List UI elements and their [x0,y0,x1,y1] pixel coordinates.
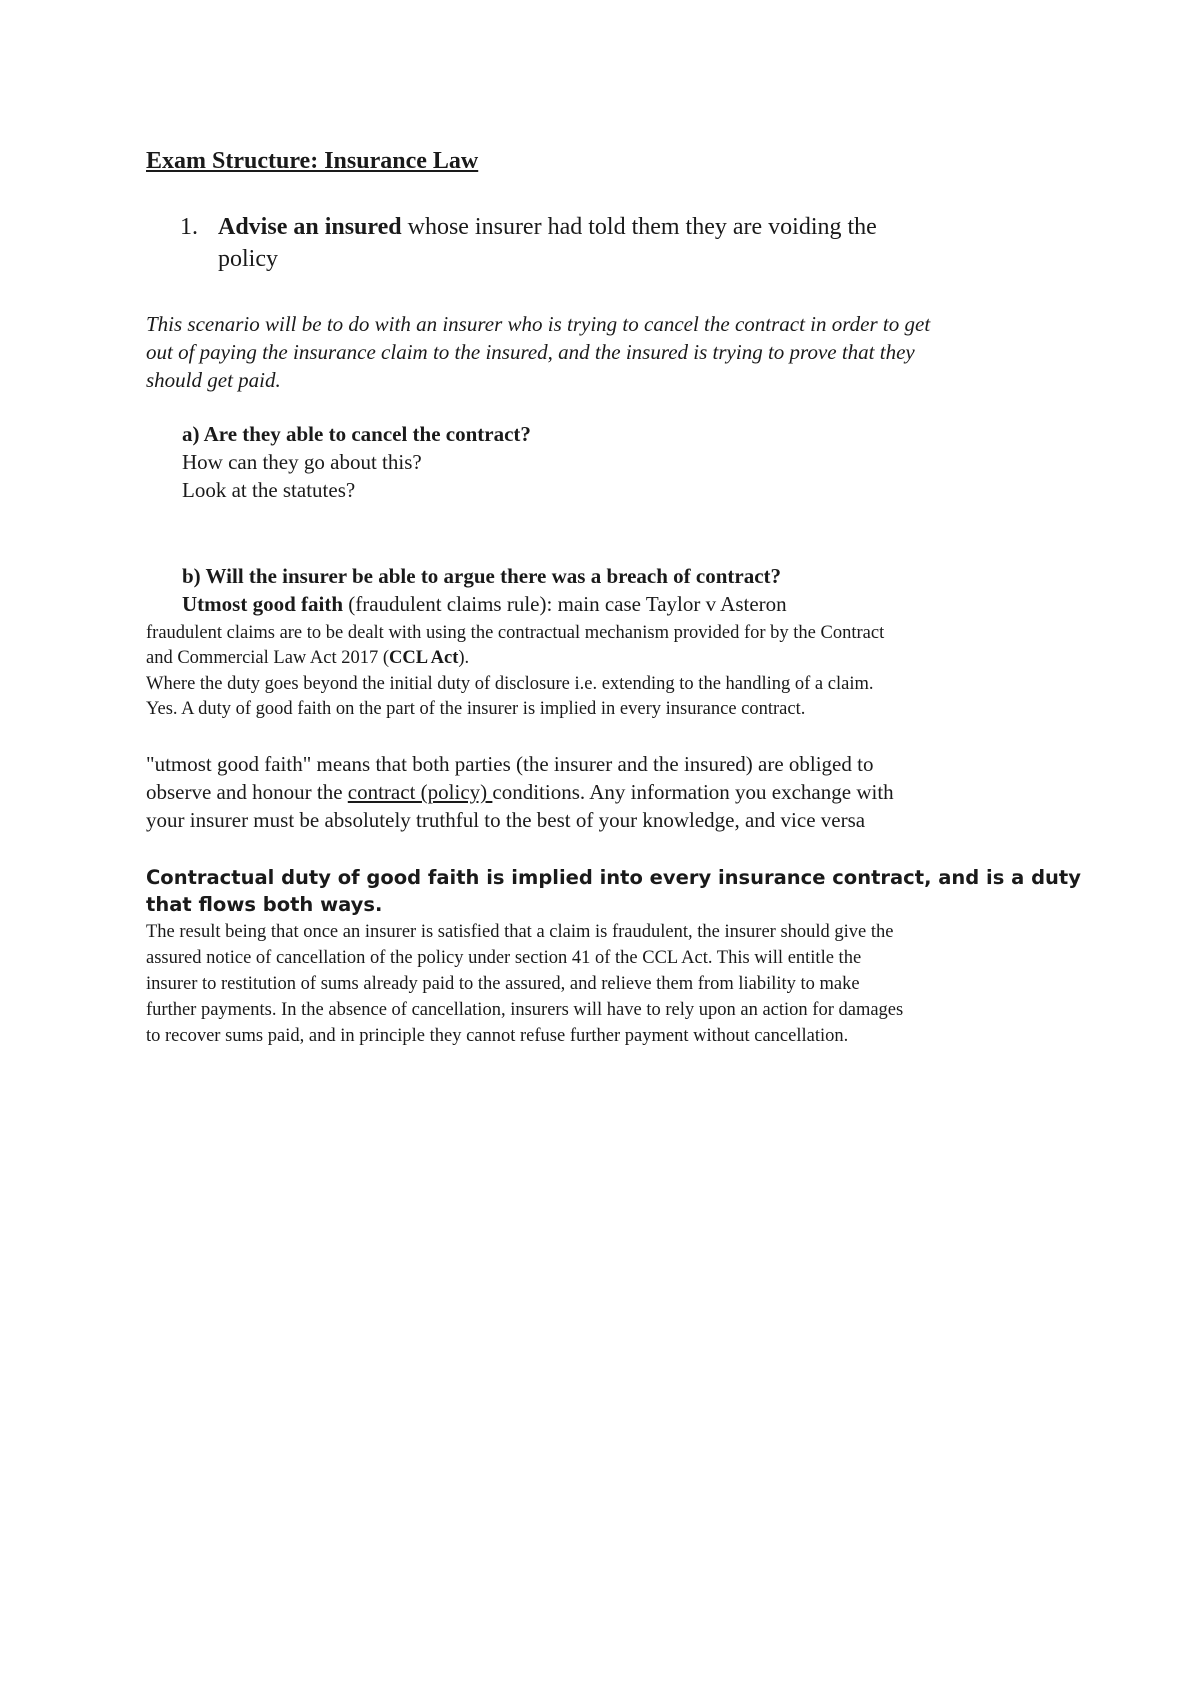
part-a-line-2: Look at the statutes? [182,478,356,502]
result-line-1: The result being that once an insurer is satisfied that a claim is fraudulent, the insurer should give the [146,922,894,942]
utmost-definition-line-3: your insurer must be absolutely truthful to the best of your knowledge, and vice versa [146,808,866,832]
question-1-line-2: policy [218,246,278,272]
utmost-good-faith-rest: (fraudulent claims rule): main case Taylor v Asteron [343,592,787,616]
utmost-definition-pre: observe and honour the [146,780,348,804]
result-line-2: assured notice of cancellation of the policy under section 41 of the CCL Act. This will entitle the [146,948,862,968]
duty-implied-line: Yes. A duty of good faith on the part of the insurer is implied in every insurance contract. [146,699,806,719]
duty-beyond-line: Where the duty goes beyond the initial duty of disclosure i.e. extending to the handling of a claim. [146,674,874,694]
fraudulent-claims-line-2 [146,648,469,669]
utmost-good-faith-line [182,592,787,617]
scenario-line-2: out of paying the insurance claim to the insured, and the insured is trying to prove that they [146,340,915,364]
utmost-definition-line-1: "utmost good faith" means that both parties (the insurer and the insured) are obliged to [146,752,874,776]
question-1-rest: whose insurer had told them they are voiding the [401,214,877,240]
fraudulent-claims-line-1: fraudulent claims are to be dealt with using the contractual mechanism provided for by the Contract [146,623,885,643]
question-1-line-1 [218,214,877,241]
utmost-definition-line-2 [146,780,894,805]
question-1-lead: Advise an insured [218,214,402,240]
document-title: Exam Structure: Insurance Law [146,148,479,174]
scenario-line-1: This scenario will be to do with an insurer who is trying to cancel the contract in order to get [146,312,931,336]
part-a-heading: a) Are they able to cancel the contract? [182,422,531,446]
question-number: 1. [180,214,198,240]
scenario-line-3: should get paid. [146,368,281,392]
contractual-duty-heading-line-2: that flows both ways. [146,893,383,916]
ccl-act-post: ). [458,648,470,668]
part-b-heading: b) Will the insurer be able to argue there was a breach of contract? [182,564,782,588]
utmost-definition-post: conditions. Any information you exchange with [492,780,894,804]
ccl-act-pre: and Commercial Law Act 2017 ( [146,648,390,668]
part-a-line-1: How can they go about this? [182,450,422,474]
result-line-4: further payments. In the absence of cancellation, insurers will have to rely upon an action for damages [146,1000,904,1020]
result-line-3: insurer to restitution of sums already paid to the assured, and relieve them from liability to make [146,974,860,994]
ccl-act-abbr: CCL Act [389,648,459,668]
contractual-duty-heading-line-1: Contractual duty of good faith is implied into every insurance contract, and is a duty [146,866,1081,889]
contract-policy-link[interactable]: contract (policy) [347,780,493,804]
utmost-good-faith-label: Utmost good faith [182,592,343,616]
result-line-5: to recover sums paid, and in principle they cannot refuse further payment without cancellation. [146,1026,849,1046]
